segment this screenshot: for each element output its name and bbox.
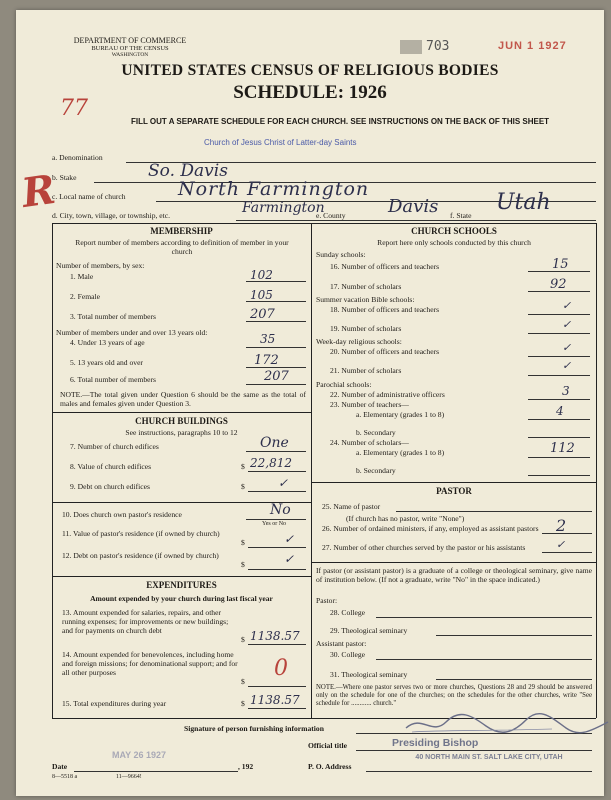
q3-label: 3. Total number of members — [70, 312, 157, 321]
members-by-sex-label: Number of members, by sex: — [56, 261, 145, 270]
q29-line — [436, 635, 592, 636]
q16-value: 15 — [552, 257, 569, 272]
q11-label: 11. Value of pastor's residence (if owned by church) — [62, 529, 220, 538]
date-label: Date — [52, 762, 68, 771]
q3-value: 207 — [250, 307, 275, 322]
signature-label: Signature of person furnishing information — [184, 724, 324, 733]
parochial-schools-label: Parochial schools: — [316, 380, 372, 389]
q10-line — [246, 519, 306, 520]
q8-label: 8. Value of church edifices — [70, 462, 152, 471]
right-rule — [596, 223, 597, 718]
q9-label: 9. Debt on church edifices — [70, 482, 150, 491]
q23a-value: 4 — [556, 404, 564, 418]
q13-dollar: $ — [241, 635, 245, 644]
q22-line — [528, 399, 590, 400]
yes-no-caption: Yes or No — [262, 521, 287, 527]
q24a-label: a. Elementary (grades 1 to 8) — [356, 448, 445, 457]
print-number: 11—9664! — [116, 774, 142, 780]
signature-image — [402, 710, 611, 738]
q8-value: 22,812 — [250, 456, 292, 470]
q21-line — [528, 375, 590, 376]
bureau-name: BUREAU OF THE CENSUS — [91, 45, 169, 52]
q7-label: 7. Number of church edifices — [70, 442, 159, 451]
po-address-stamp: 40 NORTH MAIN ST. SALT LAKE CITY, UTAH — [415, 754, 563, 761]
official-title-stamp: Presiding Bishop — [392, 737, 479, 749]
q24a-line — [528, 457, 590, 458]
q22-label: 22. Number of administrative officers — [330, 390, 445, 399]
q20-line — [528, 356, 590, 357]
q15-dollar: $ — [241, 699, 245, 708]
membership-title: MEMBERSHIP — [150, 226, 213, 236]
q14-label: 14. Amount expended for benevolences, including home and foreign missions; for denominational support; and for all other purposes — [62, 650, 238, 677]
denomination-label: a. Denomination — [52, 153, 103, 162]
po-address-line — [366, 771, 592, 772]
q24b-label: b. Secondary — [356, 466, 396, 475]
margin-mark: R — [18, 165, 59, 218]
membership-note: NOTE.—The total given under Question 6 should be the same as the total of males and females given under Question 3. — [60, 390, 306, 408]
q23-label: 23. Number of teachers— — [330, 400, 409, 409]
q12-value: ✓ — [284, 552, 295, 566]
summer-schools-label: Summer vacation Bible schools: — [316, 295, 415, 304]
q30-line — [376, 659, 592, 660]
department-name: DEPARTMENT OF COMMERCE — [73, 36, 187, 45]
received-date-stamp: JUN 1 1927 — [498, 40, 567, 52]
q10-label: 10. Does church own pastor's residence — [62, 510, 182, 519]
q6-line — [246, 384, 306, 385]
q27-value: ✓ — [556, 538, 566, 551]
q17-value: 92 — [550, 277, 567, 292]
date-year: , 192 — [238, 762, 254, 771]
q24-label: 24. Number of scholars— — [330, 438, 409, 447]
q23b-label: b. Secondary — [356, 428, 396, 437]
left-rule — [52, 223, 53, 718]
q19-label: 19. Number of scholars — [330, 324, 402, 333]
q28-line — [376, 617, 592, 618]
q6-label: 6. Total number of members — [70, 375, 157, 384]
official-title-label: Official title — [308, 741, 348, 750]
q12-line — [248, 569, 306, 570]
q26-value: 2 — [556, 516, 567, 535]
q15-line — [248, 708, 306, 709]
q24a-value: 112 — [550, 441, 575, 456]
under-over-label: Number of members under and over 13 years old: — [56, 328, 208, 337]
q4-value: 35 — [260, 332, 276, 346]
q18-label: 18. Number of officers and teachers — [330, 305, 440, 314]
q25-label: 25. Name of pastor — [322, 502, 381, 511]
q15-value: 1138.57 — [250, 693, 300, 707]
po-address-label: P. O. Address — [308, 762, 352, 771]
q16-label: 16. Number of officers and teachers — [330, 262, 440, 271]
q21-value: ✓ — [562, 359, 572, 372]
form-title: UNITED STATES CENSUS OF RELIGIOUS BODIES — [121, 62, 499, 79]
local-name-label: c. Local name of church — [52, 192, 126, 201]
q26-label: 26. Number of ordained ministers, if any, employed as assistant pastors — [322, 524, 539, 533]
q13-value: 1138.57 — [250, 629, 300, 643]
buildings-bottom-rule — [52, 576, 311, 577]
q9-dollar: $ — [241, 482, 245, 491]
pastor-title: PASTOR — [436, 486, 472, 496]
q11-value: ✓ — [284, 532, 295, 546]
date-line — [74, 771, 238, 772]
q1-value: 102 — [250, 268, 273, 282]
expenditures-intro: Amount expended by your church during last fiscal year — [90, 594, 273, 603]
q2-label: 2. Female — [70, 292, 100, 301]
q22-value: 3 — [562, 384, 570, 398]
membership-bottom-rule — [52, 412, 311, 413]
q12-dollar: $ — [241, 560, 245, 569]
denomination-value: Church of Jesus Christ of Latter-day Saints — [204, 138, 357, 147]
pastor-section-label: Pastor: — [316, 596, 338, 605]
q14-value: 0 — [274, 656, 288, 681]
q27-label: 27. Number of other churches served by the pastor or his assistants — [322, 543, 526, 552]
q1-label: 1. Male — [70, 272, 94, 281]
q21-label: 21. Number of scholars — [330, 366, 402, 375]
pastor-note: NOTE.—Where one pastor serves two or more churches, Questions 28 and 29 should be answered only on the schedule for one of the churches; on the schedules for the other churches, write "See schedule for ............ church." — [316, 684, 592, 707]
q13-line — [248, 644, 306, 645]
graduate-note: If pastor (or assistant pastor) is a graduate of a college or theological seminary, give name of institution below. (If not a graduate, write "No" in the space indicated.) — [316, 566, 592, 584]
handwritten-number: 77 — [60, 96, 88, 121]
q20-label: 20. Number of officers and teachers — [330, 347, 440, 356]
census-schedule-sheet — [16, 10, 604, 796]
bureau-city: WASHINGTON — [111, 52, 149, 58]
membership-intro: Report number of members according to definition of member in your church — [75, 238, 289, 256]
q9-line — [248, 491, 306, 492]
q14-line — [248, 686, 306, 687]
q19-line — [528, 333, 590, 334]
q29-label: 29. Theological seminary — [330, 626, 408, 635]
pastor-mid-rule — [312, 562, 596, 563]
q11-line — [248, 547, 306, 548]
q26-line — [542, 533, 592, 534]
q19-value: ✓ — [562, 318, 572, 331]
q20-value: ✓ — [562, 341, 572, 354]
q8-line — [248, 471, 306, 472]
q27-line — [542, 552, 592, 553]
date-stamp: MAY 26 1927 — [112, 750, 167, 760]
stake-value: So. Davis — [148, 161, 228, 181]
form-instruction: FILL OUT A SEPARATE SCHEDULE FOR EACH CHURCH. SEE INSTRUCTIONS ON THE BACK OF THIS SHEET — [130, 117, 550, 126]
q6-value: 207 — [264, 369, 289, 384]
city-label: d. City, town, village, or township, etc. — [52, 211, 171, 220]
table-top-rule — [52, 223, 596, 224]
q11-dollar: $ — [241, 538, 245, 547]
local-name-value: North Farmington — [178, 178, 370, 200]
q24b-line — [528, 475, 590, 476]
q4-label: 4. Under 13 years of age — [70, 338, 145, 347]
sunday-schools-label: Sunday schools: — [316, 250, 366, 259]
q18-value: ✓ — [562, 299, 572, 312]
buildings-title: CHURCH BUILDINGS — [135, 416, 228, 426]
q23b-line — [528, 437, 590, 438]
county-label: e. County — [316, 211, 346, 220]
weekday-schools-label: Week-day religious schools: — [316, 337, 402, 346]
q4-line — [246, 347, 306, 348]
serial-number: 703 — [426, 39, 450, 54]
q14-dollar: $ — [241, 677, 245, 686]
schools-bottom-rule — [312, 482, 596, 483]
q5-value: 172 — [254, 353, 279, 368]
schedule-title: SCHEDULE: 1926 — [233, 82, 387, 103]
expenditures-title: EXPENDITURES — [146, 580, 217, 590]
q9-value: ✓ — [278, 476, 289, 490]
q31-line — [436, 679, 592, 680]
q12-label: 12. Debt on pastor's residence (if owned by church) — [62, 551, 219, 560]
q10-value: No — [270, 502, 291, 518]
q31-label: 31. Theological seminary — [330, 670, 408, 679]
q25-note: (If church has no pastor, write "None") — [346, 514, 465, 523]
q23a-label: a. Elementary (grades 1 to 8) — [356, 410, 445, 419]
column-divider — [311, 223, 312, 718]
q5-label: 5. 13 years old and over — [70, 358, 143, 367]
county-value: Davis — [388, 196, 439, 217]
schools-title: CHURCH SCHOOLS — [411, 226, 497, 236]
state-value: Utah — [496, 190, 551, 215]
q7-line — [246, 451, 306, 452]
q23a-line — [528, 419, 590, 420]
state-label: f. State — [450, 211, 472, 220]
q25-line — [396, 511, 592, 512]
assistant-pastor-label: Assistant pastor: — [316, 639, 367, 648]
q7-value: One — [260, 435, 289, 451]
q18-line — [528, 314, 590, 315]
q17-label: 17. Number of scholars — [330, 282, 402, 291]
buildings-intro: See instructions, paragraphs 10 to 12 — [125, 428, 238, 437]
official-title-line — [356, 750, 592, 751]
form-number: 8—5518 a — [52, 774, 78, 780]
stake-label: b. Stake — [52, 173, 77, 182]
q15-label: 15. Total expenditures during year — [62, 699, 167, 708]
q30-label: 30. College — [330, 650, 366, 659]
city-value: Farmington — [242, 200, 325, 216]
q2-value: 105 — [250, 288, 273, 302]
serial-stamp-box — [400, 40, 422, 54]
schools-intro: Report here only schools conducted by this church — [377, 238, 531, 247]
q28-label: 28. College — [330, 608, 366, 617]
q8-dollar: $ — [241, 462, 245, 471]
city-line — [236, 220, 596, 221]
q13-label: 13. Amount expended for salaries, repairs, and other running expenses; for improvements or new buildings; and for payments on church debt — [62, 608, 229, 635]
